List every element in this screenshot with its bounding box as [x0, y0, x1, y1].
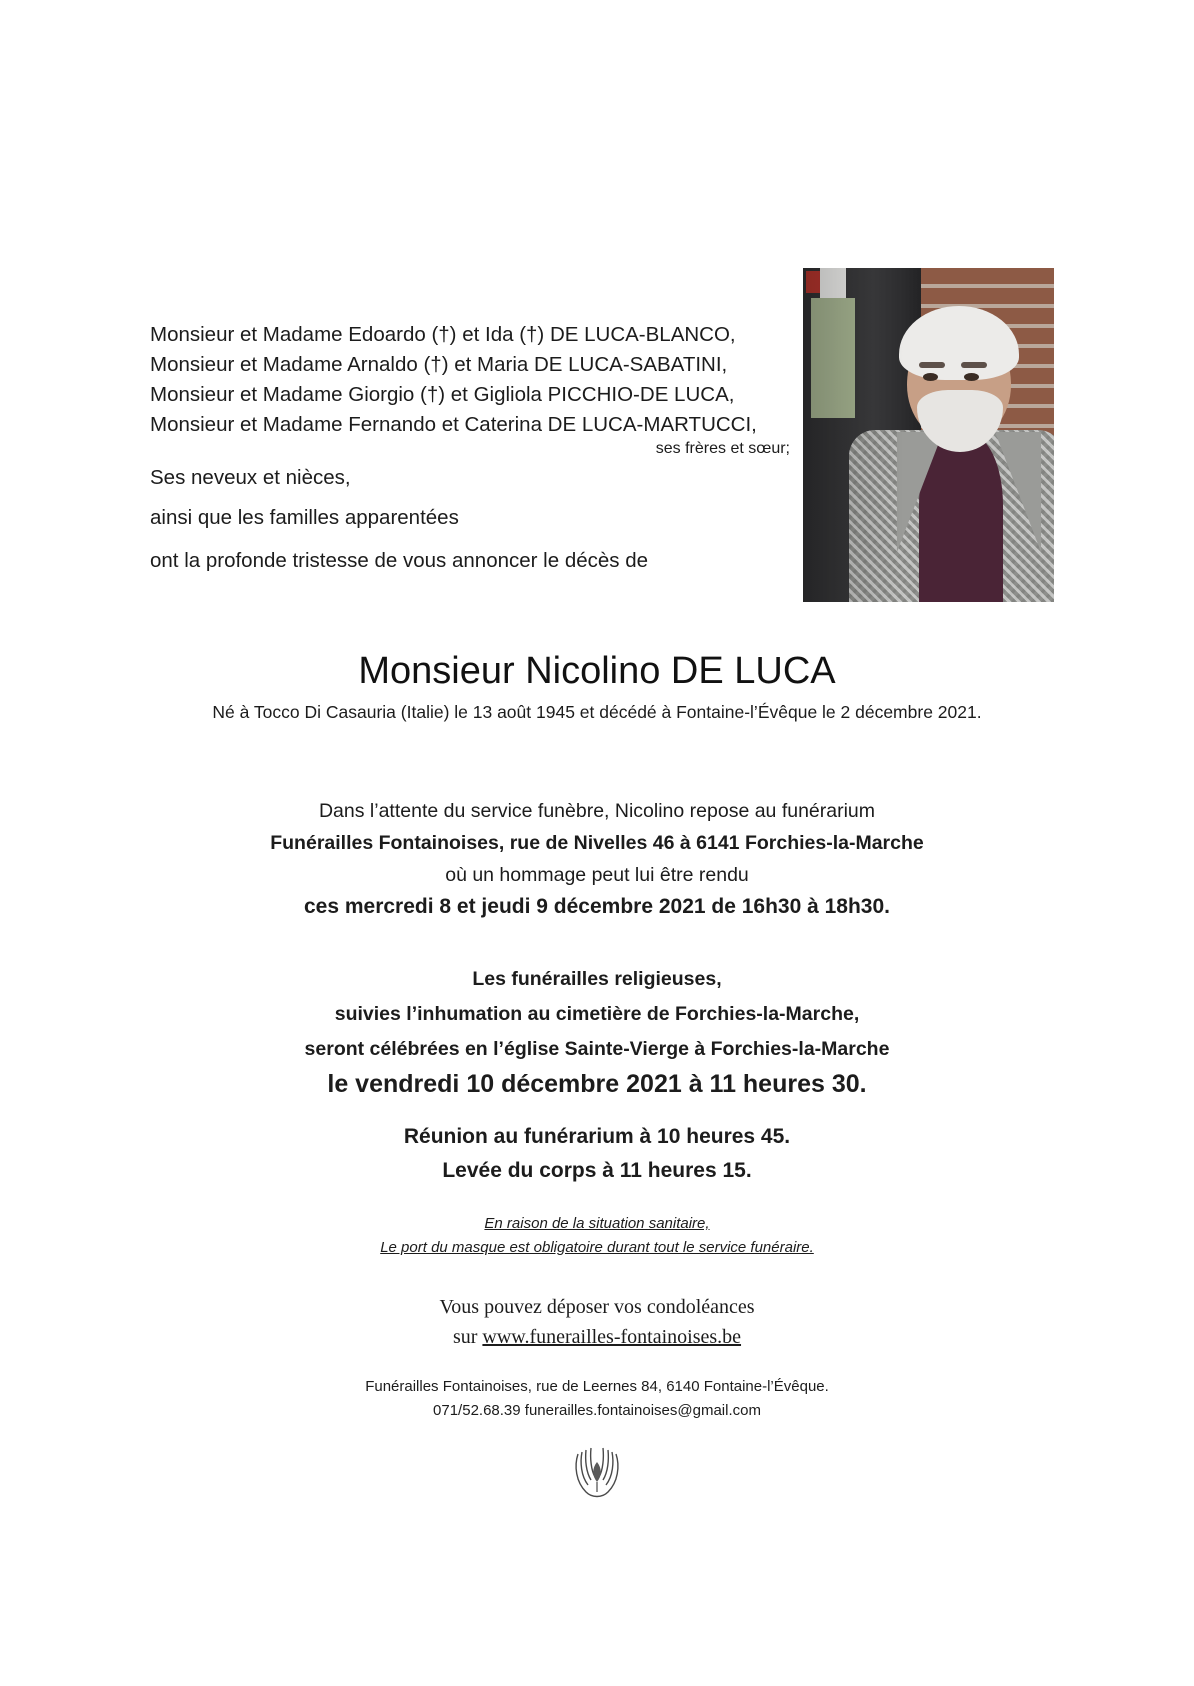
- funerarium-address: Funérailles Fontainoises, rue de Nivelles 46 à 6141 Forchies-la-Marche: [270, 832, 924, 854]
- siblings-note: ses frères et sœur;: [655, 440, 790, 457]
- gathering-line-1: Réunion au funérarium à 10 heures 45.: [403, 1125, 791, 1148]
- family-line: Monsieur et Madame Giorgio (†) et Gigliola PICCHIO-DE LUCA,: [150, 383, 735, 406]
- family-line: Monsieur et Madame Fernando et Caterina DE LUCA-MARTUCCI,: [150, 413, 757, 436]
- condolences-prefix: sur: [452, 1326, 483, 1348]
- family-line: Monsieur et Madame Edoardo (†) et Ida (†) DE LUCA-BLANCO,: [150, 323, 736, 346]
- funerarium-line-3: où un hommage peut lui être rendu: [445, 864, 749, 886]
- condolences-line-1: Vous pouvez déposer vos condoléances: [439, 1296, 755, 1318]
- sanitary-line-2: Le port du masque est obligatoire durant tout le service funéraire.: [380, 1239, 814, 1256]
- footer-address: Funérailles Fontainoises, rue de Leernes 84, 6140 Fontaine-l’Évêque.: [365, 1378, 829, 1395]
- photo-shading: [803, 268, 1054, 602]
- ceremony-line-1: Les funérailles religieuses,: [472, 968, 722, 990]
- gathering-line-2: Levée du corps à 11 heures 15.: [442, 1159, 752, 1182]
- gathering-block: [0, 1120, 1194, 1188]
- nephews-nieces-line: Ses neveux et nièces,: [150, 466, 351, 489]
- sanitary-line-1: En raison de la situation sanitaire,: [484, 1215, 710, 1232]
- flame-hands-logo: [0, 1432, 1194, 1507]
- deceased-name: Monsieur Nicolino DE LUCA: [358, 650, 836, 692]
- funerarium-line-1: Dans l’attente du service funèbre, Nicolino repose au funérarium: [318, 800, 876, 822]
- related-families-line: ainsi que les familles apparentées: [150, 506, 459, 529]
- condolences-website-link[interactable]: www.funerailles-fontainoises.be: [482, 1326, 742, 1348]
- ceremony-line-3: seront célébrées en l’église Sainte-Vierge à Forchies-la-Marche: [304, 1038, 890, 1060]
- announcement-line: ont la profonde tristesse de vous annoncer le décès de: [150, 549, 649, 572]
- sanitary-notice: [0, 1212, 1194, 1260]
- deceased-portrait-photo: [803, 268, 1054, 602]
- family-line: Monsieur et Madame Arnaldo (†) et Maria DE LUCA-SABATINI,: [150, 353, 728, 376]
- family-list: [150, 320, 790, 440]
- deceased-dates: Né à Tocco Di Casauria (Italie) le 13 août 1945 et décédé à Fontaine-l’Évêque le 2 décembre 2021.: [212, 702, 982, 722]
- funerarium-block: [0, 795, 1194, 923]
- ceremony-date: le vendredi 10 décembre 2021 à 11 heures 30.: [327, 1070, 867, 1098]
- footer-block: [0, 1375, 1194, 1423]
- condolences-line-2: [0, 1322, 1194, 1352]
- footer-contact: 071/52.68.39 funerailles.fontainoises@gmail.com: [433, 1402, 761, 1419]
- ceremony-line-2: suivies l’inhumation au cimetière de Forchies-la-Marche,: [334, 1003, 860, 1025]
- ceremony-block: [0, 962, 1194, 1102]
- funerarium-visiting-hours: ces mercredi 8 et jeudi 9 décembre 2021 de 16h30 à 18h30.: [303, 895, 890, 918]
- condolences-block: [0, 1292, 1194, 1352]
